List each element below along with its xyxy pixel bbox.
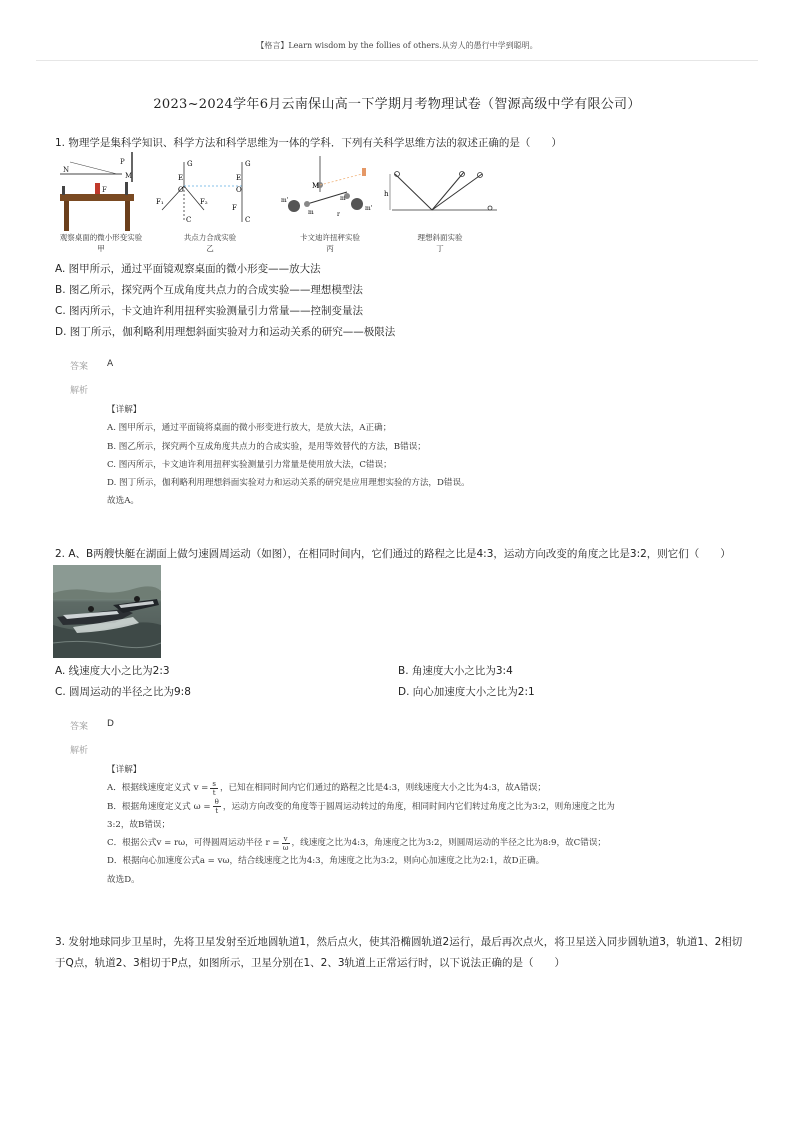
- q2-solution-line-c: C．根据公式v = rω，可得圆周运动半径 r = $\frac{v}{\omega}$ ，线速度之比为4:3，角速度之比为3:2，则圆周运动的半径之比为8:9，故C错误；: [107, 834, 607, 852]
- fig-c-mark-m-prime-1: m': [281, 197, 289, 204]
- fig-b-mark-f2: F₂: [200, 198, 208, 206]
- q2-answer-label: 答案: [70, 722, 89, 732]
- fig-c-mark-m-1: m: [308, 209, 314, 216]
- fig-b-mark-e: E: [178, 174, 184, 182]
- q2-solution-line-b-cont: 3:2，故B错误；: [107, 819, 171, 830]
- q2-solution: [107, 761, 707, 889]
- q1-analysis-label: 解析: [70, 386, 89, 396]
- figure-table-mirror: [60, 152, 134, 231]
- formula-lhs: ω =: [193, 801, 211, 812]
- formula-lhs: r =: [265, 838, 280, 849]
- q1-solution-line-b: B. 图乙所示，探究两个互成角度共点力的合成实验，是用等效替代的方法，B错误；: [107, 441, 426, 452]
- fig-b-mark-f1: F₁: [156, 198, 164, 206]
- fig-b-mark-c2: C: [245, 216, 251, 224]
- fig-a-mark-f: F: [102, 186, 107, 194]
- header-banner: 【格言】Learn wisdom by the follies of others.从旁人的愚行中学到聪明。: [256, 41, 538, 50]
- q2-solution-heading: 【详解】: [107, 765, 142, 775]
- q1-option-b[interactable]: B. 图乙所示，探究两个互成角度共点力的合成实验——理想模型法: [55, 284, 363, 296]
- fig-b-mark-o: O: [178, 186, 184, 194]
- q1-option-d[interactable]: D. 图丁所示，伽利略利用理想斜面实验对力和运动关系的研究——极限法: [55, 326, 396, 338]
- q1-answer-value: A: [107, 359, 114, 369]
- fig-b-mark-g: G: [187, 160, 193, 168]
- q3-stem-line1: 3. 发射地球同步卫星时，先将卫星发射至近地圆轨道1，然后点火，使其沿椭圆轨道2运行，最后再次点火，将卫星送入同步圆轨道3，轨道1、2相切: [55, 936, 743, 948]
- figure-torsion-balance: [281, 156, 373, 218]
- fig-a-mark-n: N: [63, 166, 70, 174]
- q2-option-a[interactable]: A. 线速度大小之比为2:3: [55, 665, 170, 677]
- fig-b-mark-o2: O: [236, 186, 242, 194]
- q1-caption-c: 卡文迪许扭秤实验 丙: [300, 233, 360, 253]
- fig-c-mark-m-prime-2: m': [365, 205, 373, 212]
- fig-b-mark-g2: G: [245, 160, 251, 168]
- q1-stem: 1. 物理学是集科学知识、科学方法和科学思维为一体的学科．下列有关科学思维方法的叙述正确的是（ ）: [55, 137, 562, 149]
- q1-caption-d: 理想斜面实验 丁: [417, 233, 463, 253]
- q1-solution-line-a: A. 图甲所示，通过平面镜将桌面的微小形变进行放大，是放大法，A正确；: [107, 423, 392, 434]
- fig-b-mark-c: C: [186, 216, 192, 224]
- fig-c-mark-m-big: M: [312, 182, 320, 190]
- fig-b-mark-e2: E: [236, 174, 242, 182]
- q2-solution-line-a: A．根据线速度定义式 v = $\frac{s}{t}$ ，已知在相同时间内它们通过的路程之比是4:3，则线速度大小之比为4:3，故A错误；: [107, 779, 547, 797]
- figure-ideal-slope: [384, 172, 497, 211]
- q1-solution: [107, 401, 707, 511]
- fraction: $\frac{v}{\omega}$: [282, 834, 289, 852]
- fig-c-mark-r: r: [337, 211, 340, 218]
- header-divider: [36, 60, 758, 61]
- q1-option-a[interactable]: A. 图甲所示，通过平面镜观察桌面的微小形变——放大法: [55, 263, 321, 275]
- page-title: 2023~2024学年6月云南保山高一下学期月考物理试卷（智源高级中学有限公司）: [153, 97, 641, 112]
- fig-d-mark-h: h: [384, 190, 389, 198]
- fig-c-mark-m-2: m: [340, 195, 346, 202]
- fig-a-mark-m: M: [125, 172, 133, 180]
- q1-solution-line-d: D. 图丁所示，伽利略利用理想斜面实验对力和运动关系的研究是应用理想实验的方法，D错误。: [107, 478, 470, 489]
- q1-caption-b: 共点力合成实验 乙: [183, 233, 237, 253]
- q2-solution-line-d: D．根据向心加速度公式a = vω，结合线速度之比为4:3，角速度之比为3:2，则向心加速度之比为2:1，故D正确。: [107, 856, 545, 867]
- q2-option-c[interactable]: C. 圆周运动的半径之比为9:8: [55, 686, 191, 698]
- q2-speedboat-photo: [53, 565, 161, 658]
- q1-caption-a: 观察桌面的微小形变实验 甲: [59, 233, 143, 253]
- q2-solution-line-b: B．根据角速度定义式 ω = $\frac{\theta}{t}$ ，运动方向改变的角度等于圆周运动转过的角度，相同时间内它们转过角度之比为3:2，则角速度之比为: [107, 798, 615, 816]
- q1-solution-line-c: C. 图丙所示，卡文迪许利用扭秤实验测量引力常量是使用放大法，C错误；: [107, 459, 392, 470]
- q2-analysis-label: 解析: [70, 746, 89, 756]
- q2-answer-value: D: [107, 719, 114, 729]
- q1-option-c[interactable]: C. 图丙所示，卡文迪许利用扭秤实验测量引力常量——控制变量法: [55, 305, 364, 317]
- q2-option-d[interactable]: D. 向心加速度大小之比为2:1: [398, 686, 535, 698]
- fig-a-mark-p: P: [120, 158, 125, 166]
- fig-b-mark-f: F: [232, 204, 237, 212]
- fraction: $\frac{\theta}{t}$: [214, 798, 219, 816]
- q1-solution-heading: 【详解】: [107, 405, 142, 415]
- figure-force-composition: [156, 160, 251, 224]
- fraction: $\frac{s}{t}$: [212, 779, 216, 797]
- q2-solution-conclusion: 故选D。: [107, 874, 140, 885]
- q2-stem: 2. A、B两艘快艇在湖面上做匀速圆周运动（如图），在相同时间内，它们通过的路程之比是4:3，运动方向改变的角度之比是3:2，则它们（ ）: [55, 548, 731, 560]
- q1-solution-conclusion: 故选A。: [107, 496, 139, 507]
- q1-answer-label: 答案: [70, 362, 89, 372]
- q3-stem-line2: 于Q点，轨道2、3相切于P点，如图所示，卫星分别在1、2、3轨道上正常运行时，以下说法正确的是（ ）: [55, 957, 565, 969]
- formula-lhs: v =: [193, 783, 209, 794]
- q2-option-b[interactable]: B. 角速度大小之比为3:4: [398, 665, 513, 677]
